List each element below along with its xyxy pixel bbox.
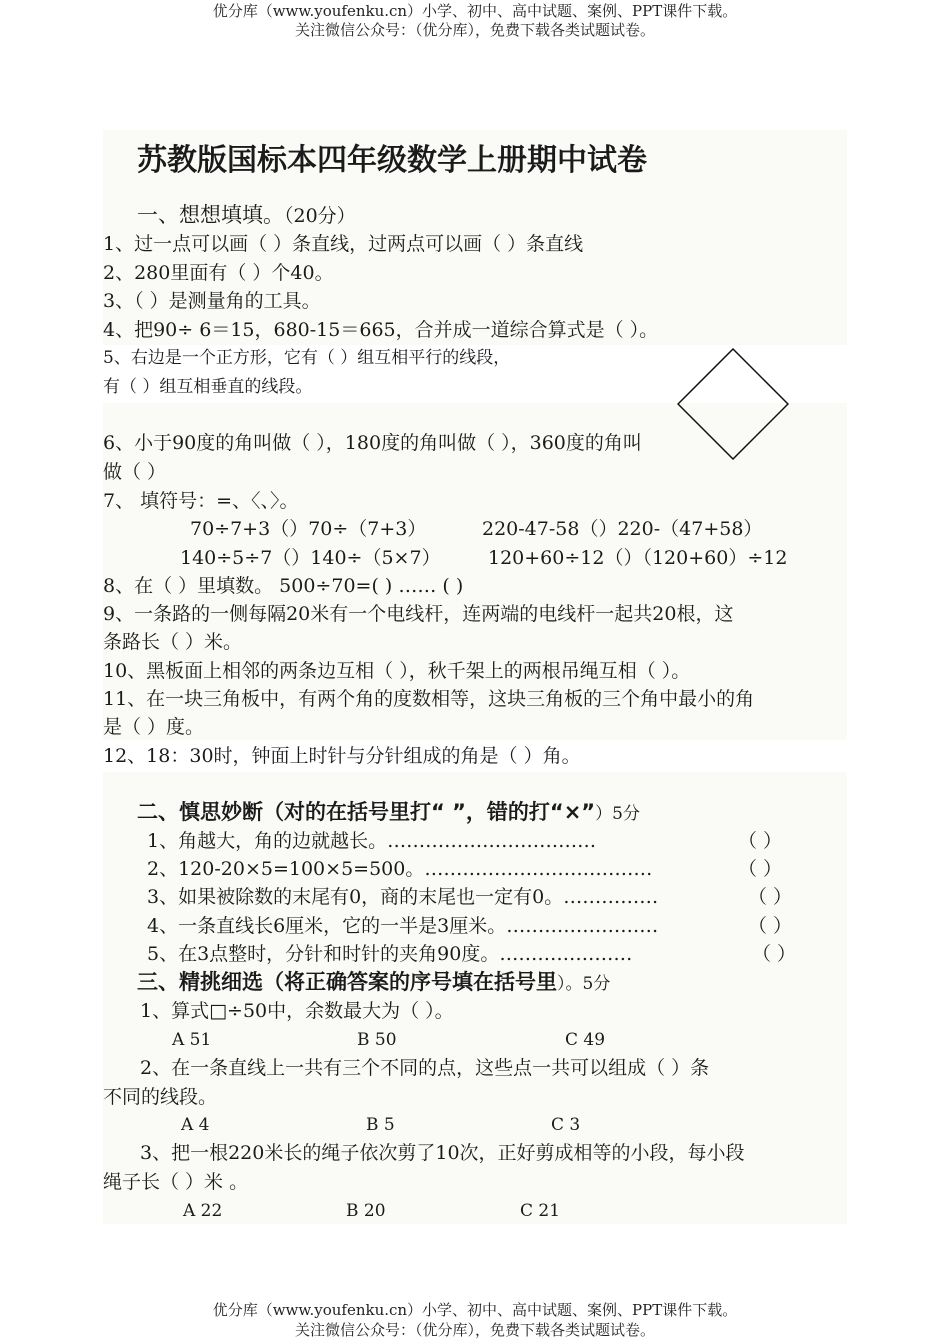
question-1: 1、过一点可以画（ ）条直线，过两点可以画（ ）条直线: [103, 233, 584, 255]
judge-item-5: [147, 942, 632, 966]
question-8: 8、在（ ）里填数。 500÷70=( ) …… ( ): [103, 575, 464, 597]
choice-question-2-line-2: 不同的线段。: [103, 1086, 218, 1108]
square-diagram: [677, 348, 789, 460]
square-shape: [678, 349, 788, 459]
choice-2-option-c: C 3: [551, 1115, 581, 1135]
question-11-line-1: 11、在一块三角板中，有两个角的度数相等，这块三角板的三个角中最小的角: [103, 688, 755, 710]
choice-1-option-a: A 51: [172, 1030, 212, 1050]
judge-item-text: 4、一条直线长6厘米，它的一半是3厘米。……………………: [147, 915, 659, 937]
section1-heading: [137, 203, 356, 228]
question-7: 7、 填符号：=、〈、〉。: [103, 490, 299, 512]
question-9-line-1: 9、一条路的一侧每隔20米有一个电线杆，连两端的电线杆一起共20根，这: [103, 603, 734, 625]
choice-2-option-b: B 5: [366, 1115, 395, 1135]
judge-item-text: 5、在3点整时，分针和时针的夹角90度。…………………: [147, 943, 633, 965]
question-7-row-1-a: 70÷7+3（）70÷（7+3）: [190, 518, 427, 540]
section3-heading-text: 三、精挑细选（将正确答案的序号填在括号里: [137, 970, 557, 994]
section2-heading-text: 二、慎思妙断（对的在括号里打“ ”，错的打“×”: [137, 800, 596, 824]
judge-item-1: [147, 829, 596, 853]
choice-question-1: 1、算式□÷50中，余数最大为（ ）。: [140, 1000, 454, 1022]
judge-item-1-answer: （ ）: [738, 830, 783, 852]
question-10: 10、黑板面上相邻的两条边互相（ ），秋千架上的两根吊绳互相（ ）。: [103, 660, 691, 682]
section1-heading-text: 一、想想填填。: [137, 203, 284, 227]
choice-question-3-line-1: 3、把一根220米长的绳子依次剪了10次，正好剪成相等的小段，每小段: [140, 1142, 745, 1164]
judge-item-2-answer: （ ）: [738, 858, 783, 880]
section3-heading: [137, 970, 610, 996]
question-4: 4、把90÷ 6＝15，680-15＝665，合并成一道综合算式是（ ）。: [103, 319, 659, 341]
judge-item-5-answer: （ ）: [752, 943, 797, 965]
question-3: 3、（ ）是测量角的工具。: [103, 290, 321, 312]
judge-item-4-answer: （ ）: [748, 915, 793, 937]
judge-item-2: [147, 857, 652, 881]
section2-score: ）5分: [595, 804, 640, 824]
page-header-line-1: 优分库（www.youfenku.cn）小学、初中、高中试题、案例、PPT课件下载。: [212, 2, 738, 20]
page-footer-line-2: 关注微信公众号：（优分库），免费下载各类试题试卷。: [294, 1321, 655, 1339]
question-7-row-1-b: 220-47-58（）220-（47+58）: [482, 518, 763, 540]
judge-item-4: [147, 914, 658, 938]
judge-item-text: 2、120-20×5=100×5=500。………………………………: [147, 858, 653, 880]
question-6-line-1: 6、小于90度的角叫做（ ），180度的角叫做（ ），360度的角叫: [103, 432, 642, 454]
choice-3-option-c: C 21: [520, 1201, 561, 1221]
judge-item-3: [147, 885, 658, 909]
question-2: 2、280里面有（ ）个40。: [103, 262, 334, 284]
choice-2-option-a: A 4: [181, 1115, 210, 1135]
section1-score: （20分）: [284, 205, 356, 227]
choice-question-3-line-2: 绳子长（ ）米 。: [103, 1171, 249, 1193]
question-6-line-2: 做（ ）: [103, 461, 167, 483]
judge-item-text: 1、角越大，角的边就越长。……………………………: [147, 830, 597, 852]
question-11-line-2: 是（ ）度。: [103, 716, 205, 738]
choice-1-option-b: B 50: [357, 1030, 397, 1050]
choice-question-2-line-1: 2、在一条直线上一共有三个不同的点，这些点一共可以组成（ ）条: [140, 1057, 710, 1079]
section2-heading: [137, 800, 640, 826]
choice-3-option-a: A 22: [183, 1201, 223, 1221]
question-5-line-2: 有（ ）组互相垂直的线段。: [103, 377, 313, 397]
exam-title: 苏教版国标本四年级数学上册期中试卷: [137, 143, 647, 178]
judge-item-text: 3、如果被除数的末尾有0，商的末尾也一定有0。……………: [147, 886, 659, 908]
question-7-row-2-b: 120+60÷12（）（120+60）÷12: [488, 547, 788, 569]
page-footer-line-1: 优分库（www.youfenku.cn）小学、初中、高中试题、案例、PPT课件下载。: [212, 1301, 738, 1319]
choice-3-option-b: B 20: [346, 1201, 386, 1221]
question-5-line-1: 5、右边是一个正方形，它有（ ）组互相平行的线段，: [103, 348, 511, 368]
choice-1-option-c: C 49: [565, 1030, 606, 1050]
page-header-line-2: 关注微信公众号：（优分库），免费下载各类试题试卷。: [294, 21, 655, 39]
judge-item-3-answer: （ ）: [748, 886, 793, 908]
question-12: 12、18：30时，钟面上时针与分针组成的角是（ ）角。: [103, 745, 581, 767]
question-7-row-2-a: 140÷5÷7（）140÷（5×7）: [180, 547, 441, 569]
question-9-line-2: 条路长（ ）米。: [103, 631, 243, 653]
section3-score: ）。5分: [557, 974, 611, 994]
